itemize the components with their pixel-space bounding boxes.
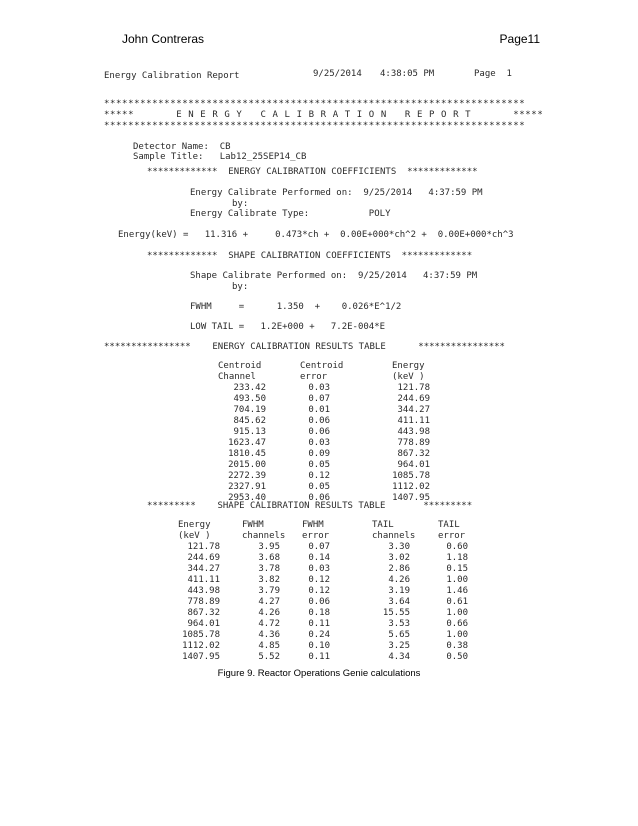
table-cell: 1112.02	[392, 482, 430, 492]
table-cell: 0.06	[308, 493, 330, 503]
shape-results-table	[170, 520, 480, 663]
table-cell: 0.15	[446, 564, 468, 574]
table-cell: 867.32	[187, 608, 220, 618]
table-row	[214, 416, 444, 427]
table-cell: 1085.78	[182, 630, 220, 640]
table-cell: 411.11	[397, 416, 430, 426]
table-cell: 0.14	[308, 553, 330, 563]
table-cell: 0.06	[308, 597, 330, 607]
table-cell: 3.79	[258, 586, 280, 596]
table-cell: 5.52	[258, 652, 280, 662]
table-cell: 244.69	[187, 553, 220, 563]
table-cell: 0.07	[308, 394, 330, 404]
table-cell: 0.50	[446, 652, 468, 662]
table-cell: 4.72	[258, 619, 280, 629]
table-row	[170, 564, 480, 575]
energy-type: Energy Calibrate Type: POLY	[190, 209, 391, 219]
table-header-row	[214, 361, 444, 372]
table-cell: 1112.02	[182, 641, 220, 651]
table-cell: 1.00	[446, 630, 468, 640]
table-cell: 0.05	[308, 482, 330, 492]
column-header: TAIL	[438, 520, 460, 530]
table-row	[214, 449, 444, 460]
table-cell: 0.61	[446, 597, 468, 607]
table-cell: 15.55	[382, 608, 410, 618]
table-cell: 0.12	[308, 471, 330, 481]
figure-caption: Figure 9. Reactor Operations Genie calculations	[217, 668, 421, 679]
column-header: (keV )	[392, 372, 425, 382]
table-cell: 344.27	[187, 564, 220, 574]
table-cell: 4.85	[258, 641, 280, 651]
report-time: 4:38:05 PM	[380, 69, 435, 79]
table-cell: 0.07	[308, 542, 330, 552]
table-cell: 121.78	[397, 383, 430, 393]
table-row	[214, 460, 444, 471]
table-row	[214, 438, 444, 449]
table-cell: 2953.40	[228, 493, 266, 503]
table-cell: 0.03	[308, 438, 330, 448]
table-header-row	[170, 531, 480, 542]
table-cell: 0.10	[308, 641, 330, 651]
energy-coeff-heading: ************* ENERGY CALIBRATION COEFFICIENTS *************	[147, 167, 478, 177]
star-line-top: **********************************************************************	[104, 99, 526, 109]
column-header: channels	[372, 531, 416, 541]
column-header: error	[300, 372, 328, 382]
table-cell: 0.11	[308, 619, 330, 629]
table-cell: 0.05	[308, 460, 330, 470]
table-cell: 493.50	[233, 394, 266, 404]
table-cell: 1085.78	[392, 471, 430, 481]
table-row	[170, 608, 480, 619]
table-cell: 2272.39	[228, 471, 266, 481]
table-row	[214, 394, 444, 405]
table-cell: 1.00	[446, 575, 468, 585]
table-cell: 4.27	[258, 597, 280, 607]
shape-performed: Shape Calibrate Performed on: 9/25/2014 4:37:59 PM	[190, 271, 478, 281]
table-cell: 0.03	[308, 383, 330, 393]
table-row	[214, 482, 444, 493]
sample-title: Sample Title: Lab12_25SEP14_CB	[133, 152, 307, 162]
table-cell: 3.78	[258, 564, 280, 574]
energy-by: by:	[232, 199, 249, 209]
table-cell: 3.64	[388, 597, 410, 607]
column-header: Centroid	[300, 361, 344, 371]
table-cell: 0.66	[446, 619, 468, 629]
fwhm-equation: FWHM = 1.350 + 0.026*E^1/2	[190, 302, 402, 312]
table-cell: 4.26	[258, 608, 280, 618]
table-header-row	[214, 372, 444, 383]
table-row	[170, 586, 480, 597]
table-row	[170, 619, 480, 630]
table-cell: 5.65	[388, 630, 410, 640]
report-title: Energy Calibration Report	[104, 71, 240, 81]
table-cell: 1407.95	[182, 652, 220, 662]
page-author: John Contreras	[122, 32, 205, 46]
column-header: TAIL	[372, 520, 394, 530]
table-cell: 0.24	[308, 630, 330, 640]
table-cell: 2.86	[388, 564, 410, 574]
table-cell: 4.26	[388, 575, 410, 585]
energy-results-table	[214, 361, 444, 504]
table-cell: 845.62	[233, 416, 266, 426]
table-cell: 3.95	[258, 542, 280, 552]
table-row	[170, 575, 480, 586]
shape-by: by:	[232, 282, 249, 292]
table-cell: 0.09	[308, 449, 330, 459]
table-cell: 3.25	[388, 641, 410, 651]
table-cell: 0.11	[308, 652, 330, 662]
table-cell: 0.60	[446, 542, 468, 552]
column-header: (keV )	[178, 531, 211, 541]
table-cell: 121.78	[187, 542, 220, 552]
table-cell: 1.46	[446, 586, 468, 596]
table-cell: 443.98	[397, 427, 430, 437]
table-cell: 964.01	[397, 460, 430, 470]
column-header: error	[302, 531, 330, 541]
report-date: 9/25/2014	[313, 69, 362, 79]
column-header: Energy	[392, 361, 425, 371]
table-cell: 867.32	[397, 449, 430, 459]
table-cell: 1.00	[446, 608, 468, 618]
table-cell: 704.19	[233, 405, 266, 415]
energy-performed: Energy Calibrate Performed on: 9/25/2014 4:37:59 PM	[190, 188, 483, 198]
table-cell: 3.68	[258, 553, 280, 563]
table-cell: 2015.00	[228, 460, 266, 470]
table-cell: 778.89	[187, 597, 220, 607]
energy-equation: Energy(keV) = 11.316 + 0.473*ch + 0.00E+000*ch^2 + 0.00E+000*ch^3	[118, 230, 514, 240]
table-header-row	[170, 520, 480, 531]
table-cell: 2327.91	[228, 482, 266, 492]
table-row	[214, 405, 444, 416]
table-cell: 915.13	[233, 427, 266, 437]
table-cell: 1810.45	[228, 449, 266, 459]
table-cell: 0.12	[308, 586, 330, 596]
table-row	[170, 641, 480, 652]
report-page-label: Page 1	[474, 69, 512, 79]
column-header: FWHM	[302, 520, 324, 530]
table-cell: 3.53	[388, 619, 410, 629]
table-cell: 1.18	[446, 553, 468, 563]
table-cell: 1407.95	[392, 493, 430, 503]
star-line-bottom: **********************************************************************	[104, 121, 526, 131]
table-cell: 3.82	[258, 575, 280, 585]
table-row	[170, 542, 480, 553]
energy-results-heading: **************** ENERGY CALIBRATION RESULTS TABLE ****************	[104, 342, 505, 352]
table-cell: 0.01	[308, 405, 330, 415]
detector-name: Detector Name: CB	[133, 142, 231, 152]
table-cell: 244.69	[397, 394, 430, 404]
table-cell: 0.38	[446, 641, 468, 651]
table-cell: 3.30	[388, 542, 410, 552]
table-row	[170, 597, 480, 608]
column-header: FWHM	[242, 520, 264, 530]
table-cell: 0.18	[308, 608, 330, 618]
table-cell: 344.27	[397, 405, 430, 415]
column-header: error	[438, 531, 466, 541]
report-banner: ***** E N E R G Y C A L I B R A T I O N R E P O R T *****	[104, 110, 544, 120]
table-cell: 411.11	[187, 575, 220, 585]
table-cell: 3.19	[388, 586, 410, 596]
table-cell: 964.01	[187, 619, 220, 629]
table-cell: 0.06	[308, 416, 330, 426]
table-row	[214, 427, 444, 438]
table-row	[170, 630, 480, 641]
table-row	[170, 553, 480, 564]
shape-coeff-heading: ************* SHAPE CALIBRATION COEFFICIENTS *************	[147, 251, 473, 261]
low-tail-equation: LOW TAIL = 1.2E+000 + 7.2E-004*E	[190, 322, 386, 332]
table-row	[214, 471, 444, 482]
column-header: Centroid	[218, 361, 262, 371]
table-cell: 443.98	[187, 586, 220, 596]
table-cell: 4.34	[388, 652, 410, 662]
table-cell: 1623.47	[228, 438, 266, 448]
column-header: Channel	[218, 372, 256, 382]
table-cell: 778.89	[397, 438, 430, 448]
column-header: channels	[242, 531, 286, 541]
table-cell: 233.42	[233, 383, 266, 393]
table-row	[214, 383, 444, 394]
table-cell: 0.06	[308, 427, 330, 437]
table-cell: 0.12	[308, 575, 330, 585]
shape-results-heading: ********* SHAPE CALIBRATION RESULTS TABLE *********	[147, 501, 473, 511]
table-cell: 3.02	[388, 553, 410, 563]
page-number: Page11	[499, 32, 540, 46]
table-cell: 0.03	[308, 564, 330, 574]
table-cell: 4.36	[258, 630, 280, 640]
column-header: Energy	[178, 520, 211, 530]
table-row	[170, 652, 480, 663]
